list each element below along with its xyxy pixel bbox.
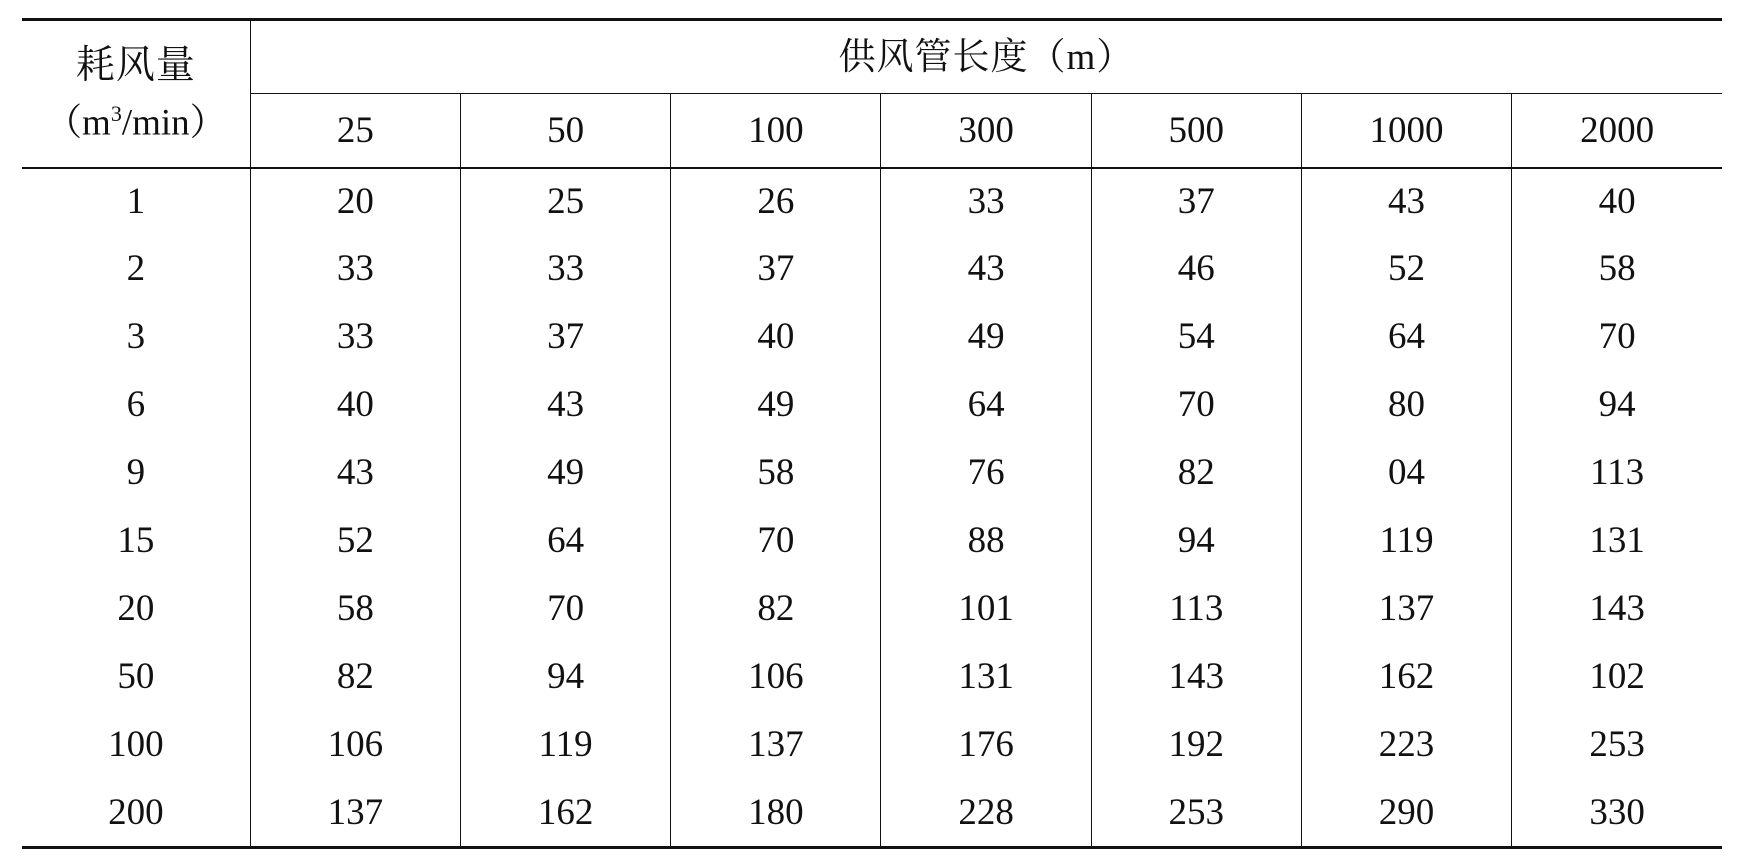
air-consumption-unit <box>22 101 250 144</box>
table-cell: 253 <box>1091 779 1301 848</box>
table-cell: 37 <box>671 235 881 303</box>
table-cell: 82 <box>250 643 460 711</box>
table-cell: 137 <box>1301 575 1511 643</box>
table-cell: 40 <box>1512 168 1722 235</box>
column-header-300: 300 <box>881 94 1091 168</box>
table-cell: 49 <box>671 371 881 439</box>
row-label: 3 <box>126 316 146 357</box>
table-cell: 58 <box>671 439 881 507</box>
table-cell: 180 <box>671 779 881 848</box>
table-cell: 64 <box>881 371 1091 439</box>
column-header-100: 100 <box>671 94 881 168</box>
table-cell: 26 <box>671 168 881 235</box>
table-row <box>22 643 1722 711</box>
table-cell: 70 <box>671 507 881 575</box>
table-cell: 162 <box>460 779 670 848</box>
column-header-500: 500 <box>1091 94 1301 168</box>
table-cell: 223 <box>1301 711 1511 779</box>
table-cell: 131 <box>1512 507 1722 575</box>
table-cell: 49 <box>460 439 670 507</box>
table-cell: 25 <box>460 168 670 235</box>
column-header-row <box>22 94 1722 168</box>
table-cell: 49 <box>881 303 1091 371</box>
row-label: 200 <box>108 791 164 833</box>
column-header-1000: 1000 <box>1301 94 1511 168</box>
table-row <box>22 439 1722 507</box>
table-cell: 253 <box>1512 711 1722 779</box>
table-row <box>22 711 1722 779</box>
table-cell: 228 <box>881 779 1091 848</box>
table-cell: 119 <box>460 711 670 779</box>
table-row <box>22 235 1722 303</box>
column-header-25: 25 <box>250 94 460 168</box>
table-cell: 37 <box>1091 168 1301 235</box>
table-cell: 76 <box>881 439 1091 507</box>
row-label: 9 <box>126 452 146 493</box>
table-cell: 94 <box>460 643 670 711</box>
data-table <box>22 18 1722 849</box>
table-cell: 46 <box>1091 235 1301 303</box>
table-cell: 94 <box>1512 371 1722 439</box>
unit-superscript: 3 <box>110 101 122 127</box>
table-cell: 33 <box>250 303 460 371</box>
pipe-length-header: 供风管长度（m） <box>250 20 1722 94</box>
column-header-50: 50 <box>460 94 670 168</box>
row-label: 6 <box>126 384 146 425</box>
table-cell: 64 <box>460 507 670 575</box>
row-label: 2 <box>126 248 146 289</box>
table-cell: 43 <box>881 235 1091 303</box>
table-cell: 102 <box>1512 643 1722 711</box>
table-cell: 113 <box>1512 439 1722 507</box>
table-row <box>22 575 1722 643</box>
table-cell: 58 <box>1512 235 1722 303</box>
table-cell: 113 <box>1091 575 1301 643</box>
table-cell: 54 <box>1091 303 1301 371</box>
table-cell: 64 <box>1301 303 1511 371</box>
table-cell: 143 <box>1512 575 1722 643</box>
table-cell: 176 <box>881 711 1091 779</box>
table-cell: 162 <box>1301 643 1511 711</box>
table-row <box>22 371 1722 439</box>
table-cell: 33 <box>460 235 670 303</box>
table-cell: 290 <box>1301 779 1511 848</box>
table-cell: 70 <box>1512 303 1722 371</box>
column-header-2000: 2000 <box>1512 94 1722 168</box>
table-cell: 119 <box>1301 507 1511 575</box>
table-cell: 33 <box>250 235 460 303</box>
table-row <box>22 779 1722 848</box>
row-label: 20 <box>117 588 155 629</box>
air-consumption-label: 耗风量 <box>75 44 196 88</box>
table-cell: 70 <box>460 575 670 643</box>
table-cell: 43 <box>250 439 460 507</box>
table-cell: 52 <box>250 507 460 575</box>
row-label: 100 <box>108 724 164 765</box>
row-label: 1 <box>126 181 146 222</box>
table-cell: 52 <box>1301 235 1511 303</box>
unit-suffix: /min） <box>121 102 227 144</box>
row-label: 50 <box>117 656 155 697</box>
table-cell: 101 <box>881 575 1091 643</box>
table-cell: 58 <box>250 575 460 643</box>
row-label: 15 <box>117 520 155 561</box>
table-row <box>22 168 1722 235</box>
table-cell: 20 <box>250 168 460 235</box>
table-row <box>22 303 1722 371</box>
table-cell: 94 <box>1091 507 1301 575</box>
table-head <box>22 20 1722 168</box>
table-cell: 88 <box>881 507 1091 575</box>
unit-prefix: （m <box>45 102 111 144</box>
table-cell: 192 <box>1091 711 1301 779</box>
header-row-top <box>22 20 1722 94</box>
table-cell: 82 <box>671 575 881 643</box>
table-cell: 70 <box>1091 371 1301 439</box>
table-cell: 40 <box>671 303 881 371</box>
table-cell: 131 <box>881 643 1091 711</box>
table-body <box>22 168 1722 848</box>
table-cell: 137 <box>250 779 460 848</box>
table-cell: 40 <box>250 371 460 439</box>
table-cell: 330 <box>1512 779 1722 848</box>
table-cell: 37 <box>460 303 670 371</box>
table-cell: 43 <box>1301 168 1511 235</box>
table-row <box>22 507 1722 575</box>
table-cell: 33 <box>881 168 1091 235</box>
table-cell: 137 <box>671 711 881 779</box>
air-consumption-header <box>22 20 250 168</box>
table-cell: 82 <box>1091 439 1301 507</box>
table-cell: 04 <box>1301 439 1511 507</box>
table-cell: 106 <box>671 643 881 711</box>
table-cell: 106 <box>250 711 460 779</box>
table-cell: 143 <box>1091 643 1301 711</box>
table-cell: 43 <box>460 371 670 439</box>
table-cell: 80 <box>1301 371 1511 439</box>
